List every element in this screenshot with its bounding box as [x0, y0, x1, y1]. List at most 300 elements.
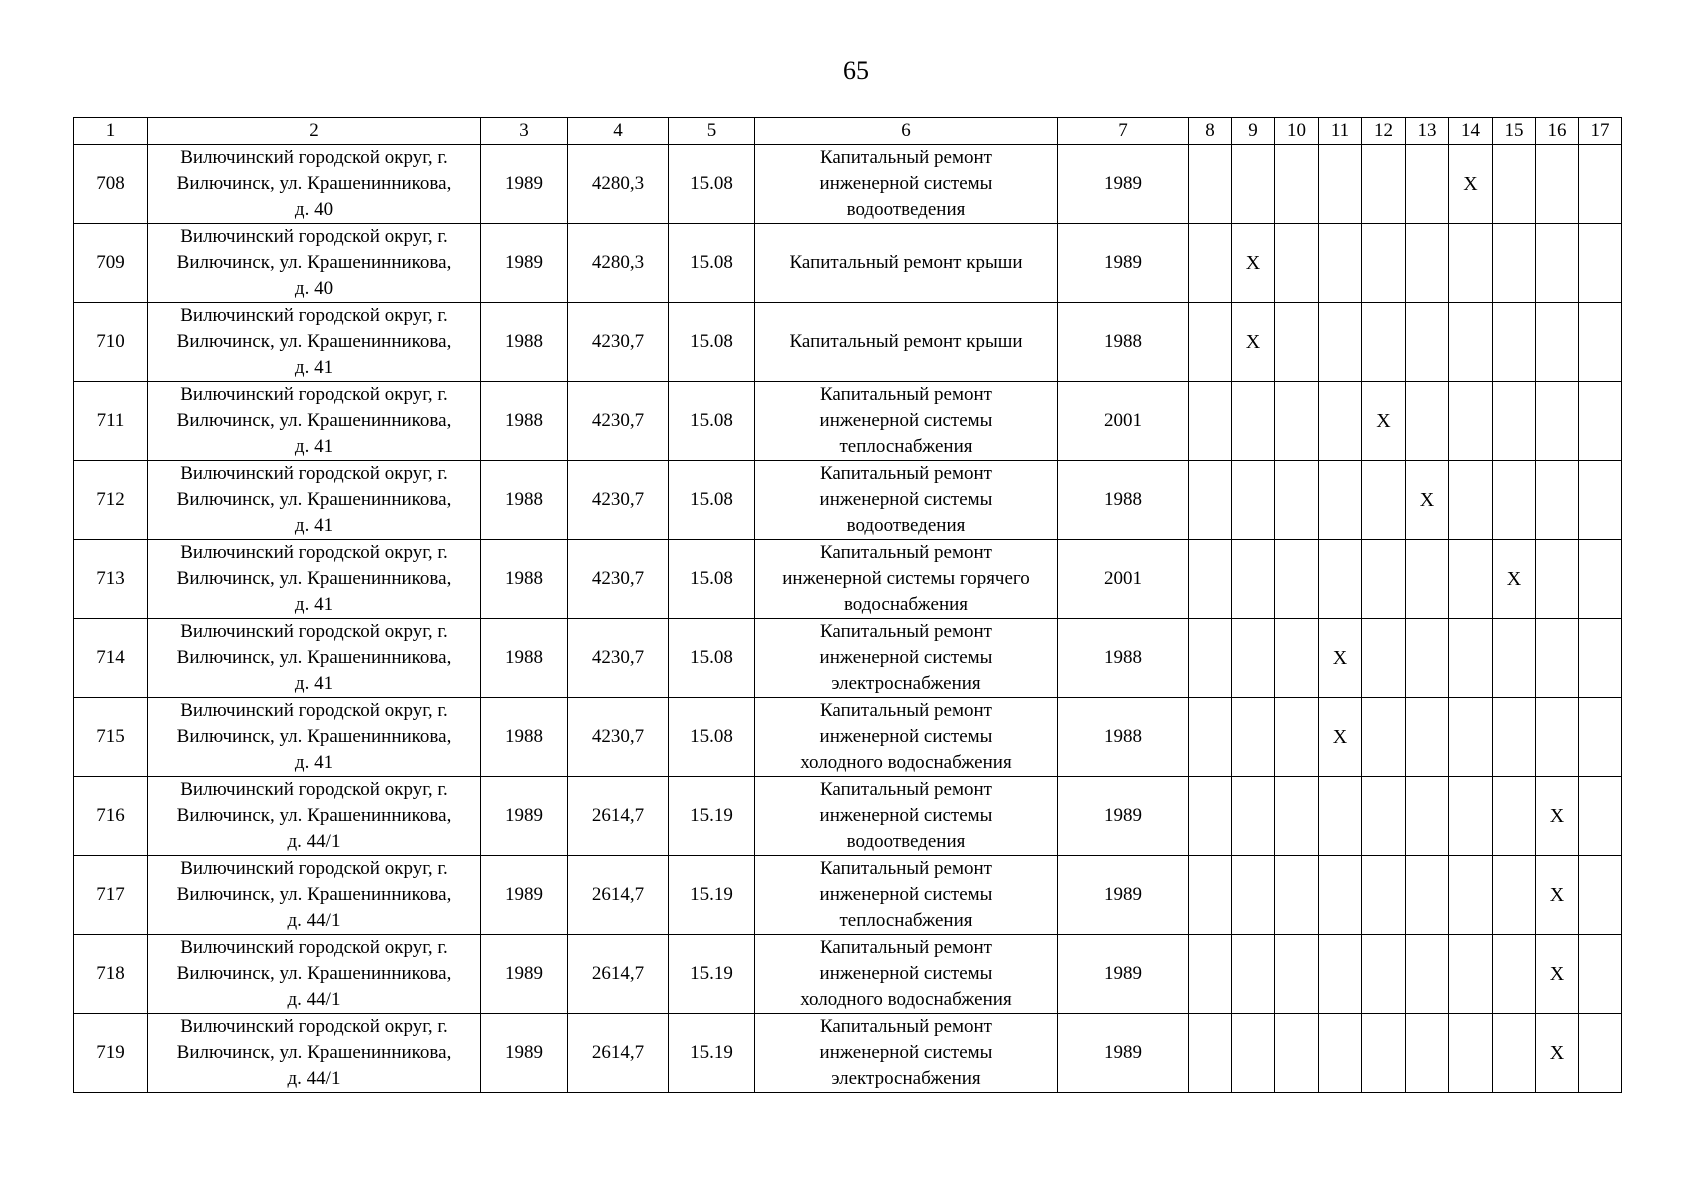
work-type-cell-line: холодного водоснабжения: [800, 752, 1012, 773]
mark-cell-col-13: [1406, 145, 1449, 224]
row-number: 718: [74, 935, 148, 1014]
row-number: 713: [74, 540, 148, 619]
address-cell-line: Вилючинск, ул. Крашенинникова,: [176, 726, 452, 747]
mark-cell-col-10: [1275, 777, 1319, 856]
mark-cell-col-13: [1406, 619, 1449, 698]
column-number-15: 15: [1493, 118, 1536, 145]
work-year-cell: 1988: [1058, 619, 1189, 698]
area-cell: 4230,7: [568, 540, 669, 619]
area-cell: 2614,7: [568, 1014, 669, 1093]
address-cell-line: Вилючинский городской округ, г.: [180, 147, 448, 168]
build-year-cell: 1988: [481, 619, 568, 698]
x-mark: X: [1463, 172, 1478, 195]
code-cell: 15.19: [669, 935, 755, 1014]
work-type-cell: [755, 461, 1058, 540]
address-cell: [148, 224, 481, 303]
mark-cell-col-10: [1275, 1014, 1319, 1093]
work-type-cell-line: электроснабжения: [831, 1068, 981, 1089]
x-mark: X: [1332, 646, 1348, 669]
row-number: 714: [74, 619, 148, 698]
x-mark: X: [1332, 725, 1348, 748]
table-row: [74, 382, 1622, 461]
build-year-cell: 1989: [481, 224, 568, 303]
area-cell: 4230,7: [568, 619, 669, 698]
mark-cell-col-16: [1536, 540, 1579, 619]
work-type-cell: [755, 145, 1058, 224]
mark-cell-col-9: [1232, 777, 1275, 856]
mark-cell-col-10: [1275, 145, 1319, 224]
address-cell-line: Вилючинск, ул. Крашенинникова,: [176, 568, 452, 589]
mark-cell-col-17: [1579, 935, 1622, 1014]
table-row: [74, 224, 1622, 303]
work-type-cell-line: инженерной системы: [819, 1042, 993, 1063]
mark-cell-col-17: [1579, 540, 1622, 619]
work-type-cell: [755, 540, 1058, 619]
address-cell: [148, 145, 481, 224]
mark-cell-col-14: [1449, 619, 1493, 698]
column-number-6: 6: [755, 118, 1058, 145]
address-cell-line: д. 44/1: [287, 910, 341, 931]
mark-cell-col-14: [1449, 461, 1493, 540]
work-type-cell-line: Капитальный ремонт: [819, 700, 992, 721]
mark-cell-col-13: [1406, 540, 1449, 619]
x-mark: X: [1376, 409, 1391, 432]
mark-cell-col-10: [1275, 935, 1319, 1014]
column-number-1: 1: [74, 118, 148, 145]
table-row: [74, 303, 1622, 382]
table-row: [74, 619, 1622, 698]
mark-cell-col-12: [1362, 461, 1406, 540]
mark-cell-col-13: [1406, 1014, 1449, 1093]
mark-cell-col-15: [1493, 461, 1536, 540]
row-number: 710: [74, 303, 148, 382]
address-cell: [148, 1014, 481, 1093]
mark-cell-col-11: [1319, 303, 1362, 382]
work-type-cell-line: холодного водоснабжения: [800, 989, 1012, 1010]
mark-cell-col-13: [1406, 698, 1449, 777]
build-year-cell: 1989: [481, 145, 568, 224]
column-number-11: 11: [1319, 118, 1362, 145]
build-year-cell: 1988: [481, 540, 568, 619]
mark-cell-col-16: [1536, 224, 1579, 303]
mark-cell-col-11: [1319, 935, 1362, 1014]
work-type-cell-line: инженерной системы: [819, 173, 993, 194]
mark-cell-col-17: [1579, 145, 1622, 224]
mark-cell-col-11: [1319, 1014, 1362, 1093]
work-type-cell: [755, 619, 1058, 698]
work-type-cell-line: Капитальный ремонт крыши: [789, 331, 1023, 352]
area-cell: 2614,7: [568, 777, 669, 856]
mark-cell-col-9: [1232, 382, 1275, 461]
address-cell: [148, 856, 481, 935]
work-type-cell-line: водоснабжения: [843, 594, 969, 615]
column-number-5: 5: [669, 118, 755, 145]
column-number-7: 7: [1058, 118, 1189, 145]
mark-cell-col-11: [1319, 461, 1362, 540]
work-type-cell-line: теплоснабжения: [839, 910, 973, 931]
address-cell: [148, 461, 481, 540]
mark-cell-col-14: [1449, 382, 1493, 461]
mark-cell-col-15: [1493, 777, 1536, 856]
mark-cell-col-9: [1232, 935, 1275, 1014]
work-year-cell: 1989: [1058, 224, 1189, 303]
mark-cell-col-10: [1275, 224, 1319, 303]
mark-cell-col-15: [1493, 619, 1536, 698]
mark-cell-col-13: [1406, 935, 1449, 1014]
mark-cell-col-16: [1536, 935, 1579, 1014]
address-cell-line: Вилючинск, ул. Крашенинникова,: [176, 173, 452, 194]
mark-cell-col-13: [1406, 777, 1449, 856]
mark-cell-col-15: [1493, 856, 1536, 935]
mark-cell-col-12: [1362, 856, 1406, 935]
mark-cell-col-13: [1406, 856, 1449, 935]
area-cell: 4280,3: [568, 145, 669, 224]
work-type-cell: [755, 698, 1058, 777]
mark-cell-col-8: [1189, 856, 1232, 935]
work-year-cell: 2001: [1058, 540, 1189, 619]
address-cell: [148, 303, 481, 382]
mark-cell-col-12: [1362, 382, 1406, 461]
mark-cell-col-17: [1579, 777, 1622, 856]
page-number: 65: [843, 56, 869, 85]
x-mark: X: [1549, 883, 1565, 906]
address-cell: [148, 382, 481, 461]
address-cell-line: Вилючинск, ул. Крашенинникова,: [176, 805, 452, 826]
address-cell-line: Вилючинск, ул. Крашенинникова,: [176, 331, 452, 352]
column-number-13: 13: [1406, 118, 1449, 145]
address-cell: [148, 540, 481, 619]
area-cell: 4230,7: [568, 461, 669, 540]
work-type-cell: [755, 224, 1058, 303]
address-cell-line: д. 41: [294, 436, 334, 457]
code-cell: 15.19: [669, 777, 755, 856]
mark-cell-col-14: [1449, 698, 1493, 777]
mark-cell-col-10: [1275, 382, 1319, 461]
mark-cell-col-8: [1189, 935, 1232, 1014]
work-type-cell-line: инженерной системы: [819, 489, 993, 510]
work-type-cell-line: теплоснабжения: [839, 436, 973, 457]
area-cell: 4230,7: [568, 303, 669, 382]
work-year-cell: 1989: [1058, 777, 1189, 856]
row-number: 708: [74, 145, 148, 224]
mark-cell-col-14: [1449, 777, 1493, 856]
mark-cell-col-17: [1579, 382, 1622, 461]
mark-cell-col-10: [1275, 303, 1319, 382]
build-year-cell: 1989: [481, 1014, 568, 1093]
address-cell: [148, 935, 481, 1014]
address-cell-line: д. 40: [294, 199, 334, 220]
mark-cell-col-16: [1536, 461, 1579, 540]
row-number: 715: [74, 698, 148, 777]
work-type-cell-line: инженерной системы: [819, 410, 993, 431]
column-number-3: 3: [481, 118, 568, 145]
build-year-cell: 1988: [481, 382, 568, 461]
mark-cell-col-17: [1579, 1014, 1622, 1093]
table-row: [74, 145, 1622, 224]
work-year-cell: 1989: [1058, 856, 1189, 935]
address-cell: [148, 619, 481, 698]
work-type-cell-line: Капитальный ремонт: [819, 147, 992, 168]
address-cell-line: Вилючинский городской округ, г.: [180, 305, 448, 326]
area-cell: 4230,7: [568, 382, 669, 461]
mark-cell-col-8: [1189, 777, 1232, 856]
table-row: [74, 461, 1622, 540]
work-type-cell-line: инженерной системы: [819, 647, 993, 668]
address-cell-line: Вилючинский городской округ, г.: [180, 700, 448, 721]
mark-cell-col-9: [1232, 303, 1275, 382]
mark-cell-col-16: [1536, 1014, 1579, 1093]
x-mark: X: [1549, 804, 1565, 827]
column-number-10: 10: [1275, 118, 1319, 145]
column-number-2: 2: [148, 118, 481, 145]
work-type-cell-line: водоотведения: [846, 515, 966, 536]
area-cell: 4280,3: [568, 224, 669, 303]
mark-cell-col-17: [1579, 224, 1622, 303]
mark-cell-col-9: [1232, 145, 1275, 224]
work-type-cell-line: электроснабжения: [831, 673, 981, 694]
x-mark: X: [1419, 488, 1435, 511]
work-year-cell: 1989: [1058, 1014, 1189, 1093]
address-cell-line: д. 44/1: [287, 1068, 341, 1089]
mark-cell-col-15: [1493, 540, 1536, 619]
address-cell-line: Вилючинск, ул. Крашенинникова,: [176, 647, 452, 668]
mark-cell-col-13: [1406, 461, 1449, 540]
build-year-cell: 1989: [481, 777, 568, 856]
mark-cell-col-13: [1406, 303, 1449, 382]
code-cell: 15.08: [669, 145, 755, 224]
area-cell: 4230,7: [568, 698, 669, 777]
mark-cell-col-9: [1232, 224, 1275, 303]
mark-cell-col-9: [1232, 461, 1275, 540]
mark-cell-col-15: [1493, 303, 1536, 382]
mark-cell-col-9: [1232, 619, 1275, 698]
mark-cell-col-8: [1189, 540, 1232, 619]
code-cell: 15.08: [669, 382, 755, 461]
mark-cell-col-8: [1189, 1014, 1232, 1093]
work-type-cell: [755, 777, 1058, 856]
work-type-cell-line: Капитальный ремонт: [819, 542, 992, 563]
address-cell: [148, 698, 481, 777]
address-cell-line: Вилючинский городской округ, г.: [180, 779, 448, 800]
work-year-cell: 2001: [1058, 382, 1189, 461]
mark-cell-col-9: [1232, 540, 1275, 619]
mark-cell-col-16: [1536, 303, 1579, 382]
mark-cell-col-11: [1319, 382, 1362, 461]
address-cell-line: Вилючинский городской округ, г.: [180, 858, 448, 879]
build-year-cell: 1989: [481, 856, 568, 935]
build-year-cell: 1989: [481, 935, 568, 1014]
work-type-cell-line: водоотведения: [846, 199, 966, 220]
row-number: 719: [74, 1014, 148, 1093]
mark-cell-col-9: [1232, 698, 1275, 777]
mark-cell-col-10: [1275, 461, 1319, 540]
mark-cell-col-8: [1189, 698, 1232, 777]
mark-cell-col-17: [1579, 619, 1622, 698]
area-cell: 2614,7: [568, 935, 669, 1014]
address-cell-line: Вилючинск, ул. Крашенинникова,: [176, 252, 452, 273]
mark-cell-col-11: [1319, 777, 1362, 856]
address-cell-line: д. 40: [294, 278, 334, 299]
row-number: 716: [74, 777, 148, 856]
address-cell-line: Вилючинский городской округ, г.: [180, 937, 448, 958]
work-year-cell: 1989: [1058, 145, 1189, 224]
mark-cell-col-8: [1189, 303, 1232, 382]
address-cell-line: д. 41: [294, 673, 334, 694]
mark-cell-col-15: [1493, 698, 1536, 777]
address-cell-line: Вилючинск, ул. Крашенинникова,: [176, 489, 452, 510]
work-year-cell: 1989: [1058, 935, 1189, 1014]
mark-cell-col-14: [1449, 303, 1493, 382]
mark-cell-col-12: [1362, 145, 1406, 224]
table-row: [74, 856, 1622, 935]
address-cell-line: Вилючинский городской округ, г.: [180, 463, 448, 484]
work-type-cell: [755, 935, 1058, 1014]
mark-cell-col-10: [1275, 540, 1319, 619]
work-year-cell: 1988: [1058, 698, 1189, 777]
address-cell-line: Вилючинск, ул. Крашенинникова,: [176, 410, 452, 431]
work-type-cell-line: инженерной системы: [819, 884, 993, 905]
address-cell-line: д. 44/1: [287, 831, 341, 852]
code-cell: 15.08: [669, 698, 755, 777]
x-mark: X: [1245, 330, 1261, 353]
build-year-cell: 1988: [481, 303, 568, 382]
table-body: [74, 118, 1622, 1093]
mark-cell-col-12: [1362, 698, 1406, 777]
mark-cell-col-11: [1319, 145, 1362, 224]
work-type-cell-line: Капитальный ремонт: [819, 463, 992, 484]
mark-cell-col-14: [1449, 145, 1493, 224]
mark-cell-col-13: [1406, 224, 1449, 303]
mark-cell-col-12: [1362, 619, 1406, 698]
mark-cell-col-15: [1493, 224, 1536, 303]
row-number: 711: [74, 382, 148, 461]
mark-cell-col-10: [1275, 856, 1319, 935]
address-cell-line: Вилючинский городской округ, г.: [180, 542, 448, 563]
table-row: [74, 935, 1622, 1014]
address-cell-line: д. 41: [294, 752, 334, 773]
x-mark: X: [1506, 567, 1522, 590]
address-cell: [148, 777, 481, 856]
mark-cell-col-11: [1319, 224, 1362, 303]
mark-cell-col-12: [1362, 777, 1406, 856]
x-mark: X: [1549, 1041, 1565, 1064]
mark-cell-col-17: [1579, 698, 1622, 777]
address-cell-line: Вилючинск, ул. Крашенинникова,: [176, 963, 452, 984]
build-year-cell: 1988: [481, 698, 568, 777]
mark-cell-col-11: [1319, 698, 1362, 777]
mark-cell-col-12: [1362, 540, 1406, 619]
mark-cell-col-15: [1493, 382, 1536, 461]
address-cell-line: д. 44/1: [287, 989, 341, 1010]
mark-cell-col-10: [1275, 619, 1319, 698]
code-cell: 15.08: [669, 461, 755, 540]
address-cell-line: Вилючинск, ул. Крашенинникова,: [176, 1042, 452, 1063]
mark-cell-col-14: [1449, 935, 1493, 1014]
work-type-cell-line: Капитальный ремонт: [819, 384, 992, 405]
mark-cell-col-13: [1406, 382, 1449, 461]
mark-cell-col-11: [1319, 619, 1362, 698]
mark-cell-col-17: [1579, 856, 1622, 935]
table-row: [74, 777, 1622, 856]
work-type-cell-line: инженерной системы: [819, 726, 993, 747]
mark-cell-col-14: [1449, 224, 1493, 303]
work-type-cell-line: Капитальный ремонт: [819, 937, 992, 958]
column-number-8: 8: [1189, 118, 1232, 145]
address-cell-line: Вилючинский городской округ, г.: [180, 1016, 448, 1037]
work-type-cell: [755, 856, 1058, 935]
work-type-cell-line: Капитальный ремонт: [819, 621, 992, 642]
mark-cell-col-9: [1232, 856, 1275, 935]
code-cell: 15.19: [669, 856, 755, 935]
work-type-cell-line: Капитальный ремонт: [819, 858, 992, 879]
address-cell-line: д. 41: [294, 357, 334, 378]
work-type-cell-line: водоотведения: [846, 831, 966, 852]
mark-cell-col-11: [1319, 856, 1362, 935]
row-number: 717: [74, 856, 148, 935]
register-table: [73, 117, 1622, 1093]
code-cell: 15.08: [669, 303, 755, 382]
column-number-12: 12: [1362, 118, 1406, 145]
mark-cell-col-16: [1536, 698, 1579, 777]
work-type-cell-line: инженерной системы: [819, 963, 993, 984]
mark-cell-col-12: [1362, 303, 1406, 382]
table-row: [74, 698, 1622, 777]
work-type-cell-line: Капитальный ремонт: [819, 1016, 992, 1037]
mark-cell-col-16: [1536, 382, 1579, 461]
table-row: [74, 1014, 1622, 1093]
code-cell: 15.19: [669, 1014, 755, 1093]
x-mark: X: [1245, 251, 1261, 274]
mark-cell-col-16: [1536, 856, 1579, 935]
column-number-9: 9: [1232, 118, 1275, 145]
mark-cell-col-12: [1362, 224, 1406, 303]
mark-cell-col-15: [1493, 1014, 1536, 1093]
mark-cell-col-10: [1275, 698, 1319, 777]
code-cell: 15.08: [669, 224, 755, 303]
mark-cell-col-12: [1362, 1014, 1406, 1093]
address-cell-line: д. 41: [294, 594, 334, 615]
mark-cell-col-14: [1449, 1014, 1493, 1093]
table-row: [74, 540, 1622, 619]
column-number-17: 17: [1579, 118, 1622, 145]
mark-cell-col-15: [1493, 935, 1536, 1014]
mark-cell-col-16: [1536, 619, 1579, 698]
address-cell-line: Вилючинский городской округ, г.: [180, 384, 448, 405]
mark-cell-col-16: [1536, 145, 1579, 224]
work-type-cell: [755, 382, 1058, 461]
mark-cell-col-11: [1319, 540, 1362, 619]
x-mark: X: [1549, 962, 1565, 985]
mark-cell-col-8: [1189, 145, 1232, 224]
address-cell-line: Вилючинский городской округ, г.: [180, 621, 448, 642]
work-type-cell-line: инженерной системы: [819, 805, 993, 826]
column-number-16: 16: [1536, 118, 1579, 145]
work-type-cell-line: инженерной системы горячего: [782, 568, 1030, 589]
mark-cell-col-8: [1189, 224, 1232, 303]
address-cell-line: Вилючинск, ул. Крашенинникова,: [176, 884, 452, 905]
mark-cell-col-12: [1362, 935, 1406, 1014]
mark-cell-col-8: [1189, 619, 1232, 698]
code-cell: 15.08: [669, 619, 755, 698]
work-year-cell: 1988: [1058, 303, 1189, 382]
table-header-row: [74, 118, 1622, 145]
mark-cell-col-14: [1449, 856, 1493, 935]
work-type-cell-line: Капитальный ремонт: [819, 779, 992, 800]
mark-cell-col-8: [1189, 382, 1232, 461]
build-year-cell: 1988: [481, 461, 568, 540]
mark-cell-col-8: [1189, 461, 1232, 540]
column-number-14: 14: [1449, 118, 1493, 145]
